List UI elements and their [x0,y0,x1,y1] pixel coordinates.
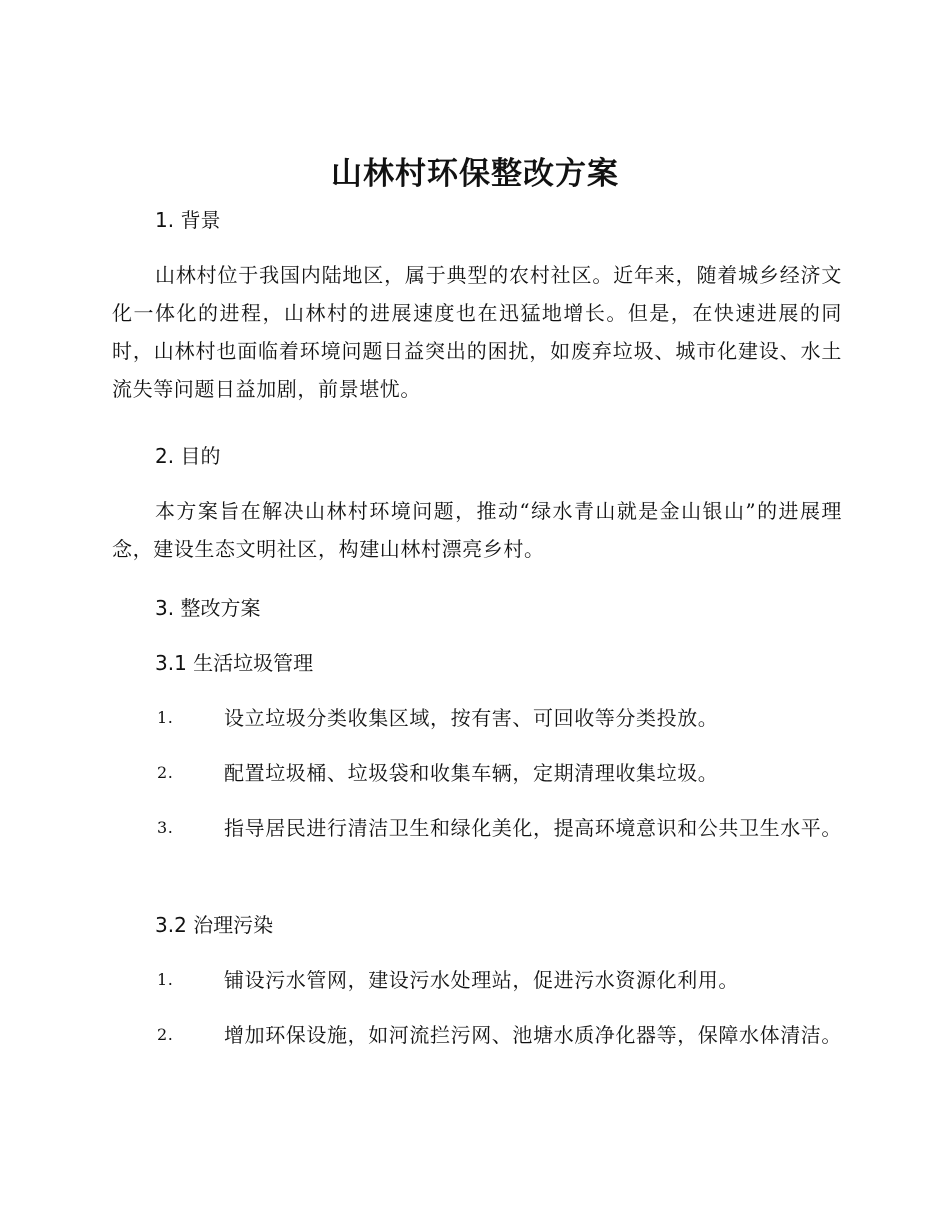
list-item-number: 3. [157,818,174,837]
list-item [112,961,842,999]
list-item-number: 2. [157,763,174,782]
list-item-number: 1. [157,708,174,727]
section-heading-purpose: 2. 目的 [155,444,221,468]
list-item-text: 设立垃圾分类收集区域，按有害、可回收等分类投放。 [224,706,719,730]
list-item [112,809,842,847]
list-item [112,1016,842,1054]
list-item [112,754,842,792]
purpose-paragraph: 本方案旨在解决山林村环境问题，推动“绿水青山就是金山银山”的进展理念，建设生态文明社区，构建山林村漂亮乡村。 [112,499,842,561]
list-item-text: 铺设污水管网，建设污水处理站，促进污水资源化利用。 [224,968,739,992]
list-item [112,699,842,737]
list-item-text: 配置垃圾桶、垃圾袋和收集车辆，定期清理收集垃圾。 [224,761,719,785]
document-title: 山林村环保整改方案 [331,156,619,192]
list-item-number: 2. [157,1025,174,1044]
section-heading-waste-management: 3.1 生活垃圾管理 [155,651,314,675]
background-paragraph: 山林村位于我国内陆地区，属于典型的农村社区。近年来，随着城乡经济文化一体化的进程，山林村的进展速度也在迅猛地增长。但是，在快速进展的同时，山林村也面临着环境问题日益突出的困扰，如废弃垃圾、城市化建设、水土流失等问题日益加剧，前景堪忧。 [112,263,842,401]
section-heading-plan: 3. 整改方案 [155,596,261,620]
list-item-text: 增加环保设施，如河流拦污网、池塘水质净化器等，保障水体清洁。 [224,1023,842,1047]
list-item-number: 1. [157,970,174,989]
section-heading-pollution-control: 3.2 治理污染 [155,913,274,937]
list-item-text: 指导居民进行清洁卫生和绿化美化，提高环境意识和公共卫生水平。 [224,816,842,840]
section-heading-background: 1. 背景 [155,208,221,232]
